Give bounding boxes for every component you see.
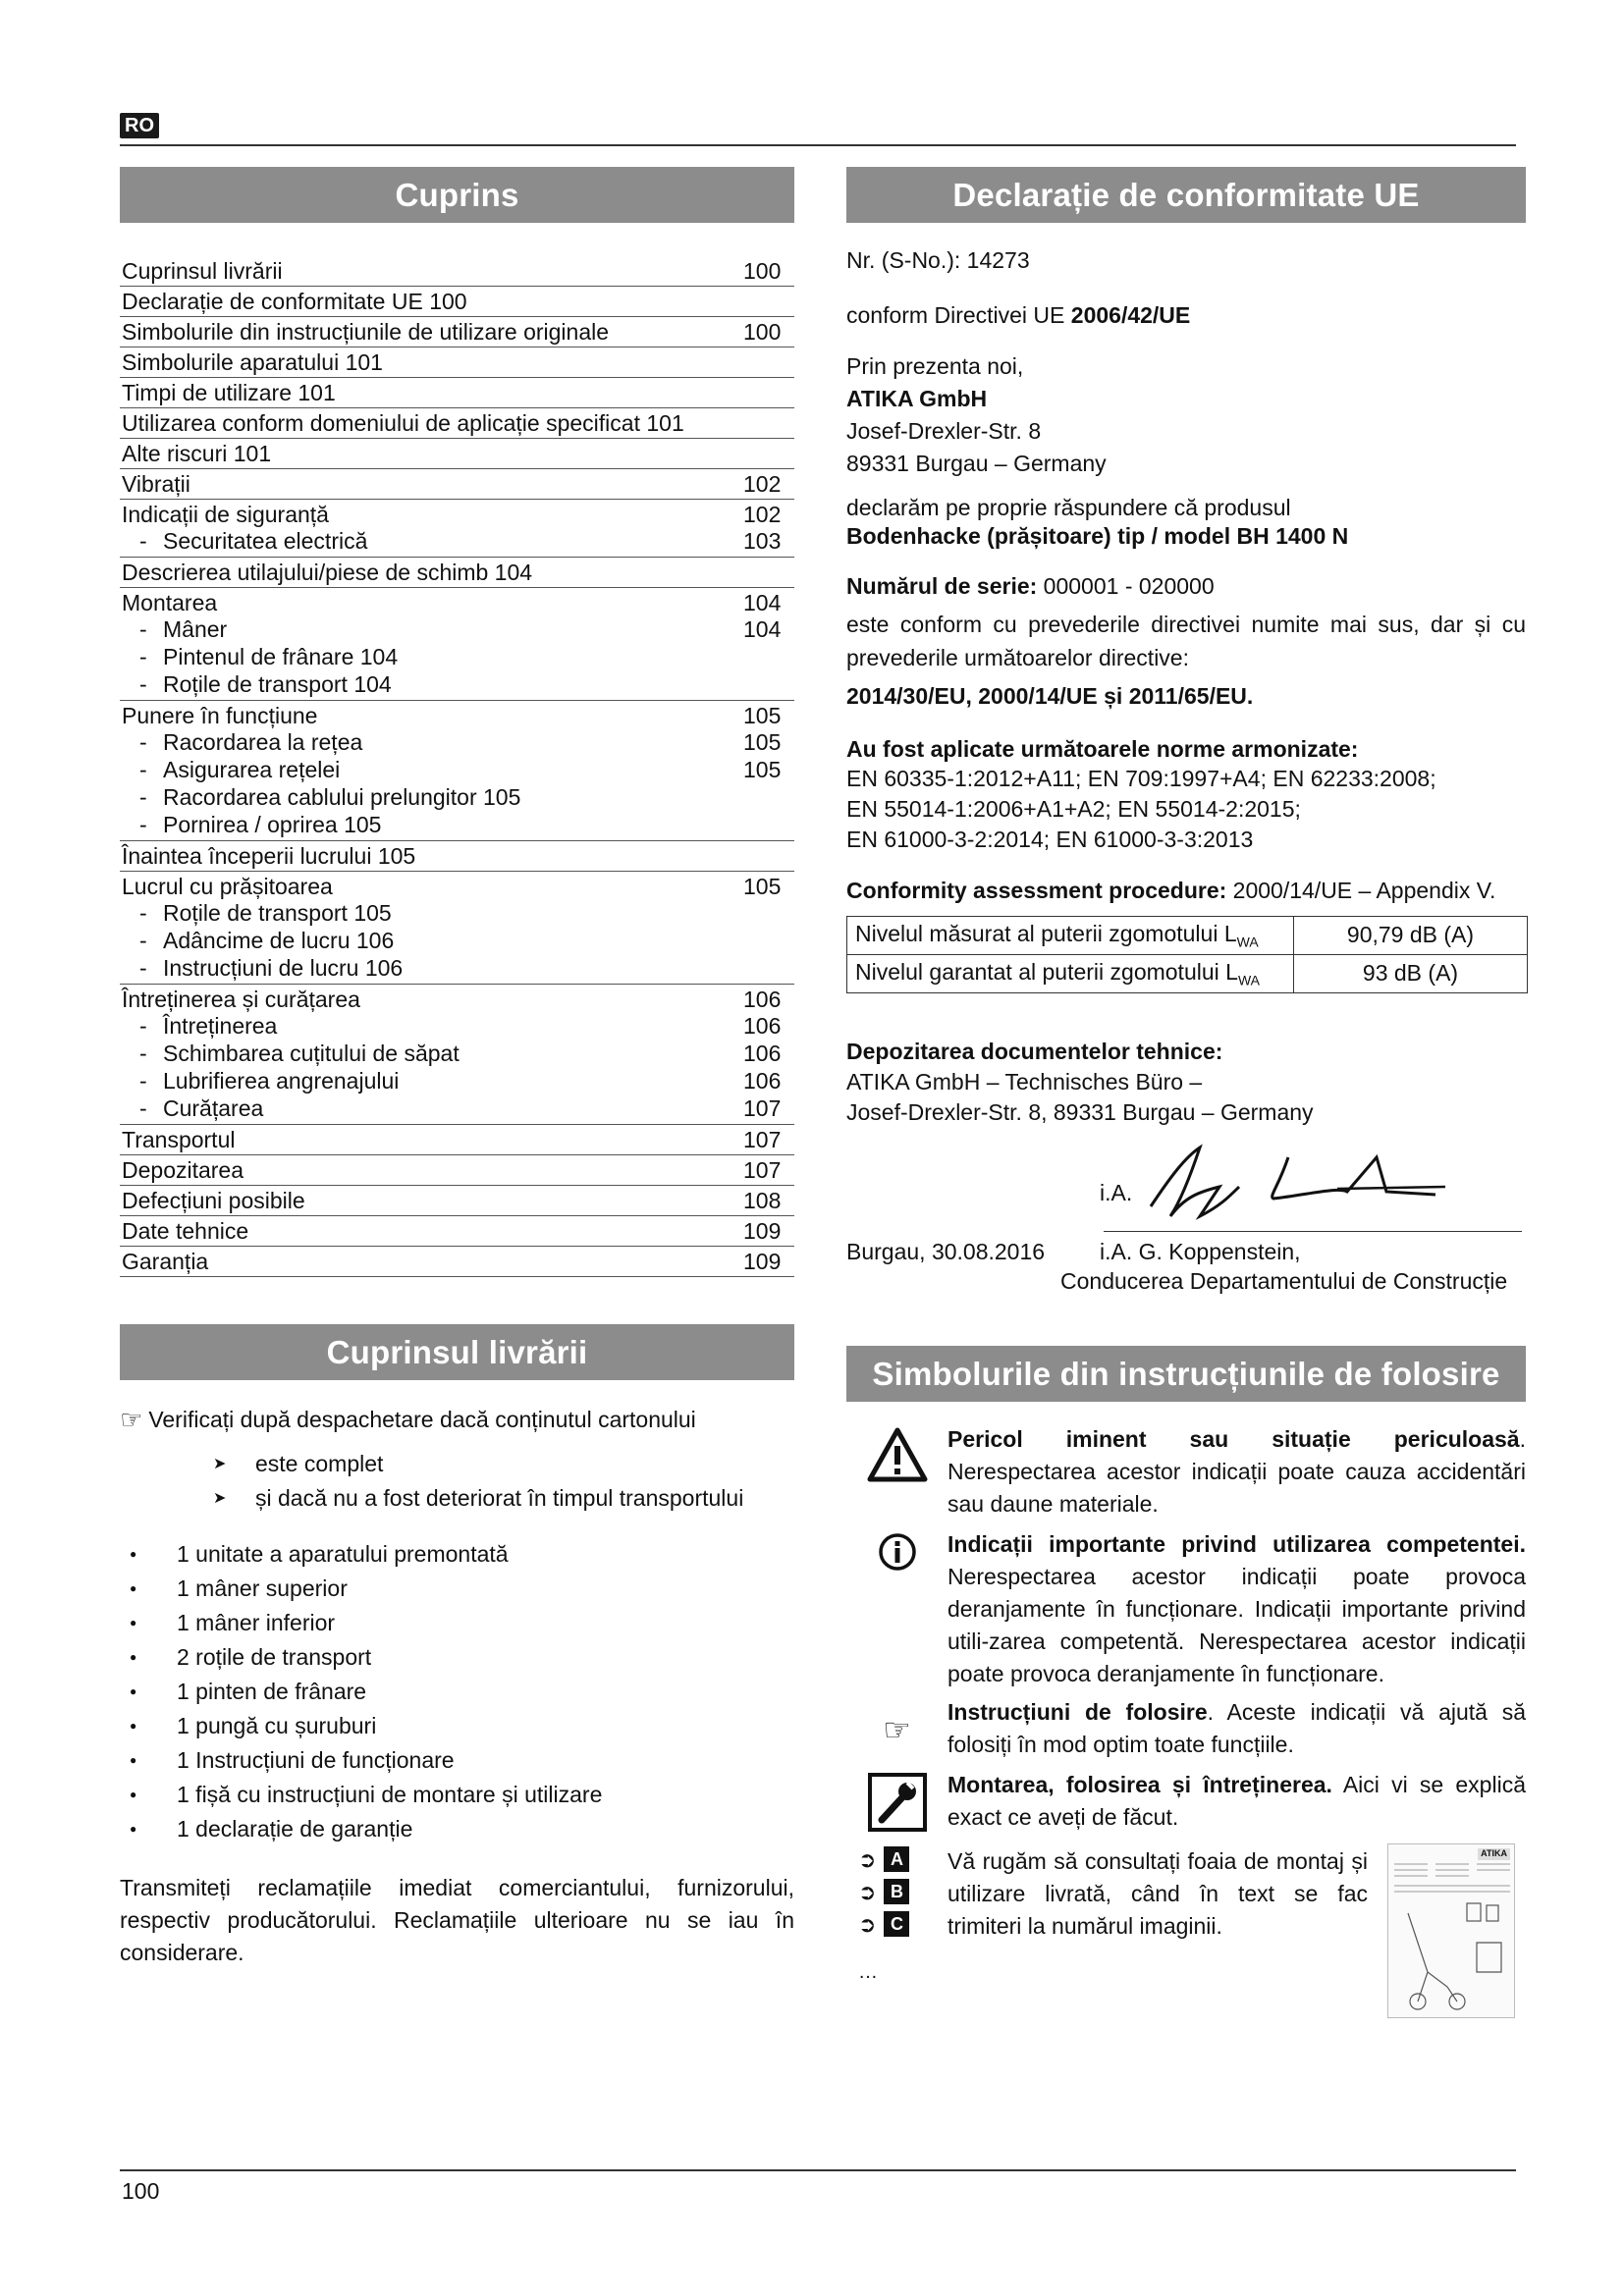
signature-line	[1104, 1231, 1522, 1233]
toc-entry-title: Depozitarea	[122, 1157, 244, 1183]
toc-entry-title: Întreținerea și curățarea	[122, 987, 360, 1012]
noise-label-text: Nivelul măsurat al puterii zgomotului L	[855, 921, 1237, 947]
toc-group-head	[122, 703, 794, 728]
noise-label	[847, 917, 1294, 955]
figure-ref-item	[858, 1843, 947, 1876]
toc-subentry-title: - Curățarea	[139, 1095, 263, 1122]
toc-entry-page: 106	[743, 987, 782, 1012]
figure-ref-box: A	[884, 1846, 909, 1872]
toc-subentry	[122, 1067, 794, 1095]
toc-entry-page: 100	[743, 258, 782, 284]
symbol-mount	[846, 1769, 1526, 1834]
toc-entry-title: Garanția	[122, 1249, 209, 1274]
left-column	[120, 167, 794, 1969]
toc-row	[120, 1216, 794, 1247]
delivery-item	[120, 1709, 794, 1743]
toc-subentry-page	[743, 811, 794, 838]
serial-nr: Nr. (S-No.): 14273	[846, 247, 1030, 273]
docs-block	[846, 1037, 1526, 1128]
toc-subentry-page	[743, 643, 794, 670]
delivery-item	[120, 1675, 794, 1709]
delivery-item	[120, 1743, 794, 1778]
directives-list: 2014/30/EU, 2000/14/UE și 2011/65/EU.	[846, 682, 1254, 709]
toc-group-head	[122, 874, 794, 899]
toc-entry-title: Simbolurile din instrucțiunile de utilizare originale	[122, 319, 610, 345]
toc-subentry	[122, 527, 794, 555]
toc-entry-title: Indicații de siguranță	[122, 502, 329, 527]
toc-subentry	[122, 615, 794, 643]
company-name: ATIKA GmbH	[846, 385, 988, 411]
language-badge: RO	[120, 113, 159, 138]
toc-subentry-page: 105	[743, 757, 782, 782]
info-circle-icon	[846, 1528, 947, 1690]
toc-entry-title: Punere în funcțiune	[122, 703, 318, 728]
product-block	[846, 494, 1526, 551]
toc-group-head	[122, 590, 794, 615]
delivery-item	[120, 1640, 794, 1675]
toc-entry-title: Cuprinsul livrării	[122, 258, 283, 284]
signature-scribble	[1141, 1138, 1465, 1226]
toc-subentry-title: - Instrucțiuni de lucru 106	[139, 954, 403, 982]
noise-label	[847, 955, 1294, 993]
directive-line: conform Directivei UE 2006/42/UE	[846, 301, 1191, 328]
symbol-info	[846, 1528, 1526, 1690]
norm-line: EN 55014-1:2006+A1+A2; EN 55014-2:2015;	[846, 796, 1301, 823]
toc-subentry-title: - Mâner	[139, 615, 227, 643]
toc-entry-title: Alte riscuri 101	[122, 441, 272, 466]
bullet-dot-icon: ●	[130, 1788, 137, 1801]
hand-pointer-icon: ☞	[883, 1711, 911, 1747]
toc-entry-page: 107	[743, 1157, 782, 1183]
toc-subentry	[122, 783, 794, 811]
symbols-heading: Simbolurile din instrucțiunile de folosire	[846, 1346, 1526, 1402]
toc-subentry-page: 104	[743, 616, 782, 642]
figure-ref-item	[858, 1876, 947, 1908]
declaration-heading: Declarație de conformitate UE	[846, 167, 1526, 223]
toc-entry-page: 107	[743, 1127, 782, 1152]
toc-entry-page: 105	[743, 703, 782, 728]
symbol-mount-text: Montarea, folosirea și întreținerea. Aici vi se explică exact ce aveți de făcut.	[947, 1771, 1526, 1830]
delivery-item-text: 1 mâner superior	[177, 1575, 348, 1601]
footer-rule	[120, 2169, 1516, 2171]
table-of-contents	[120, 256, 794, 1277]
delivery-sub-text: și dacă nu a fost deteriorat în timpul transportului	[255, 1485, 744, 1511]
toc-entry-title: Transportul	[122, 1127, 236, 1152]
toc-subentry-page: 106	[743, 1041, 782, 1066]
toc-subentry-page	[743, 927, 794, 954]
toc-subentry-title: - Lubrifierea angrenajului	[139, 1067, 399, 1095]
arrow-circle-icon: ➲	[858, 1846, 877, 1872]
toc-entry-page: 109	[743, 1218, 782, 1244]
conform-text: este conform cu prevederile directivei numite mai sus, dar și cu prevederile următoarelor directive:	[846, 611, 1526, 670]
toc-subentry-title: - Roțile de transport 105	[139, 899, 392, 927]
toc-entry-title: Vibrații	[122, 471, 190, 497]
toc-entry-page: 105	[743, 874, 782, 899]
warning-triangle-icon	[846, 1423, 947, 1521]
toc-subentry-title: - Întreținerea	[139, 1012, 277, 1040]
right-column	[846, 167, 1526, 1985]
toc-subentry-title: - Roțile de transport 104	[139, 670, 392, 698]
norm-line: EN 60335-1:2012+A11; EN 709:1997+A4; EN 62233:2008;	[846, 766, 1436, 792]
toc-entry-page: 100	[743, 319, 782, 345]
toc-subentry	[122, 643, 794, 670]
figure-ref-box: C	[884, 1911, 909, 1937]
toc-entry-title: Timpi de utilizare 101	[122, 380, 336, 405]
norms-list	[846, 764, 1526, 855]
toc-subentry-title: - Asigurarea rețelei	[139, 756, 340, 783]
product-name: Bodenhacke (prășitoare) tip / model BH 1400 N	[846, 522, 1349, 549]
wrench-icon	[846, 1769, 947, 1834]
toc-subentry	[122, 756, 794, 783]
signature-block	[846, 1128, 1526, 1294]
toc-entry-title: Montarea	[122, 590, 218, 615]
toc-subentry	[122, 1095, 794, 1122]
toc-subentry	[122, 670, 794, 698]
toc-row	[120, 1125, 794, 1155]
bullet-dot-icon: ●	[130, 1547, 137, 1561]
delivery-heading: Cuprinsul livrării	[120, 1324, 794, 1380]
delivery-sub-text: este complet	[255, 1451, 384, 1476]
company-street: Josef-Drexler-Str. 8	[846, 417, 1042, 444]
symbol-instructions	[846, 1696, 1526, 1761]
toc-row	[120, 469, 794, 500]
bullet-dot-icon: ●	[130, 1650, 137, 1664]
symbol-instructions-text: Instrucțiuni de folosire. Aceste indicații vă ajută să folosiți în mod optim toate funcțiile.	[947, 1698, 1526, 1757]
docs-line2: Josef-Drexler-Str. 8, 89331 Burgau – Germany	[846, 1098, 1314, 1125]
noise-value: 93 dB (A)	[1294, 955, 1528, 993]
toc-subentry-title: - Schimbarea cuțitului de săpat	[139, 1040, 460, 1067]
figure-refs	[846, 1843, 1526, 2018]
noise-value: 90,79 dB (A)	[1294, 917, 1528, 955]
arrow-circle-icon: ➲	[858, 1879, 877, 1904]
toc-entry-page: 102	[743, 471, 782, 497]
toc-row	[120, 317, 794, 347]
toc-group-maintenance	[120, 985, 794, 1125]
toc-subentry-title: - Pintenul de frânare 104	[139, 643, 398, 670]
bullet-dot-icon: ●	[130, 1719, 137, 1733]
delivery-sub-item	[120, 1481, 794, 1516]
toc-entry-title: Simbolurile aparatului 101	[122, 349, 383, 375]
noise-table	[846, 916, 1528, 993]
delivery-item	[120, 1606, 794, 1640]
symbol-danger-text: Pericol iminent sau situație periculoasă. Nerespectarea acestor indicații poate cauza accidentări sau daune materiale.	[947, 1425, 1526, 1517]
assembly-sheet-thumbnail	[1387, 1843, 1515, 2018]
arrow-circle-icon: ➲	[858, 1911, 877, 1937]
toc-entry-title: Lucrul cu prășitoarea	[122, 874, 333, 899]
delivery-item-text: 1 pungă cu șuruburi	[177, 1713, 377, 1738]
toc-entry-title: Înaintea începerii lucrului 105	[122, 843, 416, 869]
delivery-item-text: 1 fișă cu instrucțiuni de montare și utilizare	[177, 1782, 603, 1807]
noise-row	[847, 955, 1528, 993]
toc-group-safety	[120, 500, 794, 558]
delivery-item-text: 1 mâner inferior	[177, 1610, 336, 1635]
symbol-info-text: Indicații importante privind utilizarea competentei. Nerespectarea acestor indicații poate provoca deranjamente în funcționare. Indicații importante privind utili-zarea competentă. Nerespectarea acestor indicații poate provoca deranjamente în funcționare.	[947, 1530, 1526, 1686]
noise-label-sub: WA	[1237, 972, 1260, 988]
toc-subentry	[122, 1012, 794, 1040]
toc-row	[120, 1247, 794, 1277]
delivery-item-text: 1 declarație de garanție	[177, 1816, 413, 1842]
toc-subentry-title: - Racordarea la rețea	[139, 728, 362, 756]
delivery-item	[120, 1572, 794, 1606]
toc-entry-title: Defecțiuni posibile	[122, 1188, 305, 1213]
toc-entry-page: 104	[743, 590, 782, 615]
delivery-sublist	[120, 1447, 794, 1516]
hand-pointer-icon: ☞	[120, 1405, 143, 1434]
toc-entry-title: Descrierea utilajului/piese de schimb 104	[122, 560, 533, 585]
declare-text: declarăm pe proprie răspundere că produsul	[846, 494, 1291, 520]
toc-subentry-page	[743, 670, 794, 698]
bullet-dot-icon: ●	[130, 1753, 137, 1767]
toc-subentry-page: 103	[743, 528, 782, 554]
company-block	[846, 350, 1526, 480]
docs-label: Depozitarea documentelor tehnice:	[846, 1038, 1223, 1064]
bullet-dot-icon: ●	[130, 1684, 137, 1698]
symbol-danger	[846, 1423, 1526, 1521]
toc-row	[120, 347, 794, 378]
figure-ref-more: …	[858, 1960, 878, 1983]
delivery-check: ☞ Verificați după despachetare dacă conținutul cartonului	[120, 1405, 696, 1434]
toc-group-head	[122, 987, 794, 1012]
hereby-text: Prin prezenta noi,	[846, 352, 1024, 379]
toc-entry-page: 102	[743, 502, 782, 527]
toc-group-startup	[120, 701, 794, 841]
delivery-item-text: 2 roțile de transport	[177, 1644, 372, 1670]
toc-row	[120, 1186, 794, 1216]
delivery-item	[120, 1812, 794, 1846]
bullet-dot-icon: ●	[130, 1616, 137, 1629]
toc-subentry-page: 107	[743, 1095, 782, 1121]
noise-label-text: Nivelul garantat al puterii zgomotului L	[855, 959, 1238, 986]
toc-entry-title: Date tehnice	[122, 1218, 249, 1244]
toc-row	[120, 439, 794, 469]
conformity-line: Conformity assessment procedure: 2000/14/UE – Appendix V.	[846, 878, 1496, 904]
toc-subentry	[122, 728, 794, 756]
page-number: 100	[122, 2178, 160, 2204]
toc-subentry	[122, 811, 794, 838]
noise-row	[847, 917, 1528, 955]
toc-subentry-page: 106	[743, 1068, 782, 1094]
toc-entry-page: 108	[743, 1188, 782, 1213]
toc-heading: Cuprins	[120, 167, 794, 223]
delivery-item-text: 1 pinten de frânare	[177, 1679, 367, 1704]
serial-range: Numărul de serie: 000001 - 020000	[846, 572, 1215, 599]
delivery-item	[120, 1537, 794, 1572]
toc-subentry-page	[743, 899, 794, 927]
figure-ref-box: B	[884, 1879, 909, 1904]
toc-subentry-page: 106	[743, 1013, 782, 1039]
toc-row	[120, 256, 794, 287]
toc-group-work	[120, 872, 794, 985]
toc-row	[120, 287, 794, 317]
figure-ref-text: Vă rugăm să consultați foaia de montaj și utilizare livrată, când în text se fac trimiteri la numărul imaginii.	[947, 1847, 1368, 1939]
delivery-note: Transmiteți reclamațiile imediat comerciantului, furnizorului, respectiv producătorului. Reclamațiile ulterioare nu se iau în considerare.	[120, 1875, 794, 1965]
toc-entry-title: Utilizarea conform domeniului de aplicație specificat 101	[122, 410, 684, 436]
toc-subentry-page	[743, 783, 794, 811]
toc-subentry-title: - Racordarea cablului prelungitor 105	[139, 783, 520, 811]
toc-row	[120, 841, 794, 872]
toc-row	[120, 558, 794, 588]
norms-label: Au fost aplicate următoarele norme armonizate:	[846, 735, 1359, 762]
place-date: Burgau, 30.08.2016	[846, 1238, 1046, 1264]
toc-row	[120, 408, 794, 439]
norm-line: EN 61000-3-2:2014; EN 61000-3-3:2013	[846, 827, 1254, 853]
delivery-items	[120, 1537, 794, 1846]
header-rule	[120, 144, 1516, 146]
bullet-dot-icon: ●	[130, 1822, 137, 1836]
toc-row	[120, 378, 794, 408]
toc-entry-title: Declarație de conformitate UE 100	[122, 289, 467, 314]
figure-ref-item	[858, 1908, 947, 1941]
sheet-drawing-icon	[1388, 1844, 1516, 2019]
arrow-bullet-icon: ➤	[213, 1490, 227, 1507]
toc-subentry	[122, 1040, 794, 1067]
toc-row	[120, 1155, 794, 1186]
toc-subentry-title: - Adâncime de lucru 106	[139, 927, 394, 954]
arrow-bullet-icon: ➤	[213, 1456, 227, 1472]
noise-label-sub: WA	[1236, 934, 1259, 950]
signer-name: i.A. G. Koppenstein,	[1100, 1238, 1301, 1264]
toc-subentry	[122, 899, 794, 927]
toc-entry-page: 109	[743, 1249, 782, 1274]
toc-group-head	[122, 502, 794, 527]
toc-subentry-page: 105	[743, 729, 782, 755]
toc-subentry-page	[743, 954, 794, 982]
signature-ia: i.A.	[1100, 1179, 1133, 1205]
figure-ref-boxes	[846, 1843, 947, 2018]
delivery-sub-item	[120, 1447, 794, 1481]
delivery-item-text: 1 Instrucțiuni de funcționare	[177, 1747, 455, 1773]
delivery-item	[120, 1778, 794, 1812]
toc-subentry	[122, 927, 794, 954]
company-city: 89331 Burgau – Germany	[846, 450, 1107, 476]
signer-role: Conducerea Departamentului de Construcție	[1060, 1267, 1508, 1294]
toc-subentry-title: - Securitatea electrică	[139, 527, 367, 555]
bullet-dot-icon: ●	[130, 1581, 137, 1595]
toc-subentry	[122, 954, 794, 982]
toc-group-mounting	[120, 588, 794, 701]
sheet-brand: ATIKA	[1478, 1848, 1510, 1860]
docs-line1: ATIKA GmbH – Technisches Büro –	[846, 1068, 1203, 1095]
delivery-item-text: 1 unitate a aparatului premontată	[177, 1541, 509, 1567]
toc-subentry-title: - Pornirea / oprirea 105	[139, 811, 381, 838]
